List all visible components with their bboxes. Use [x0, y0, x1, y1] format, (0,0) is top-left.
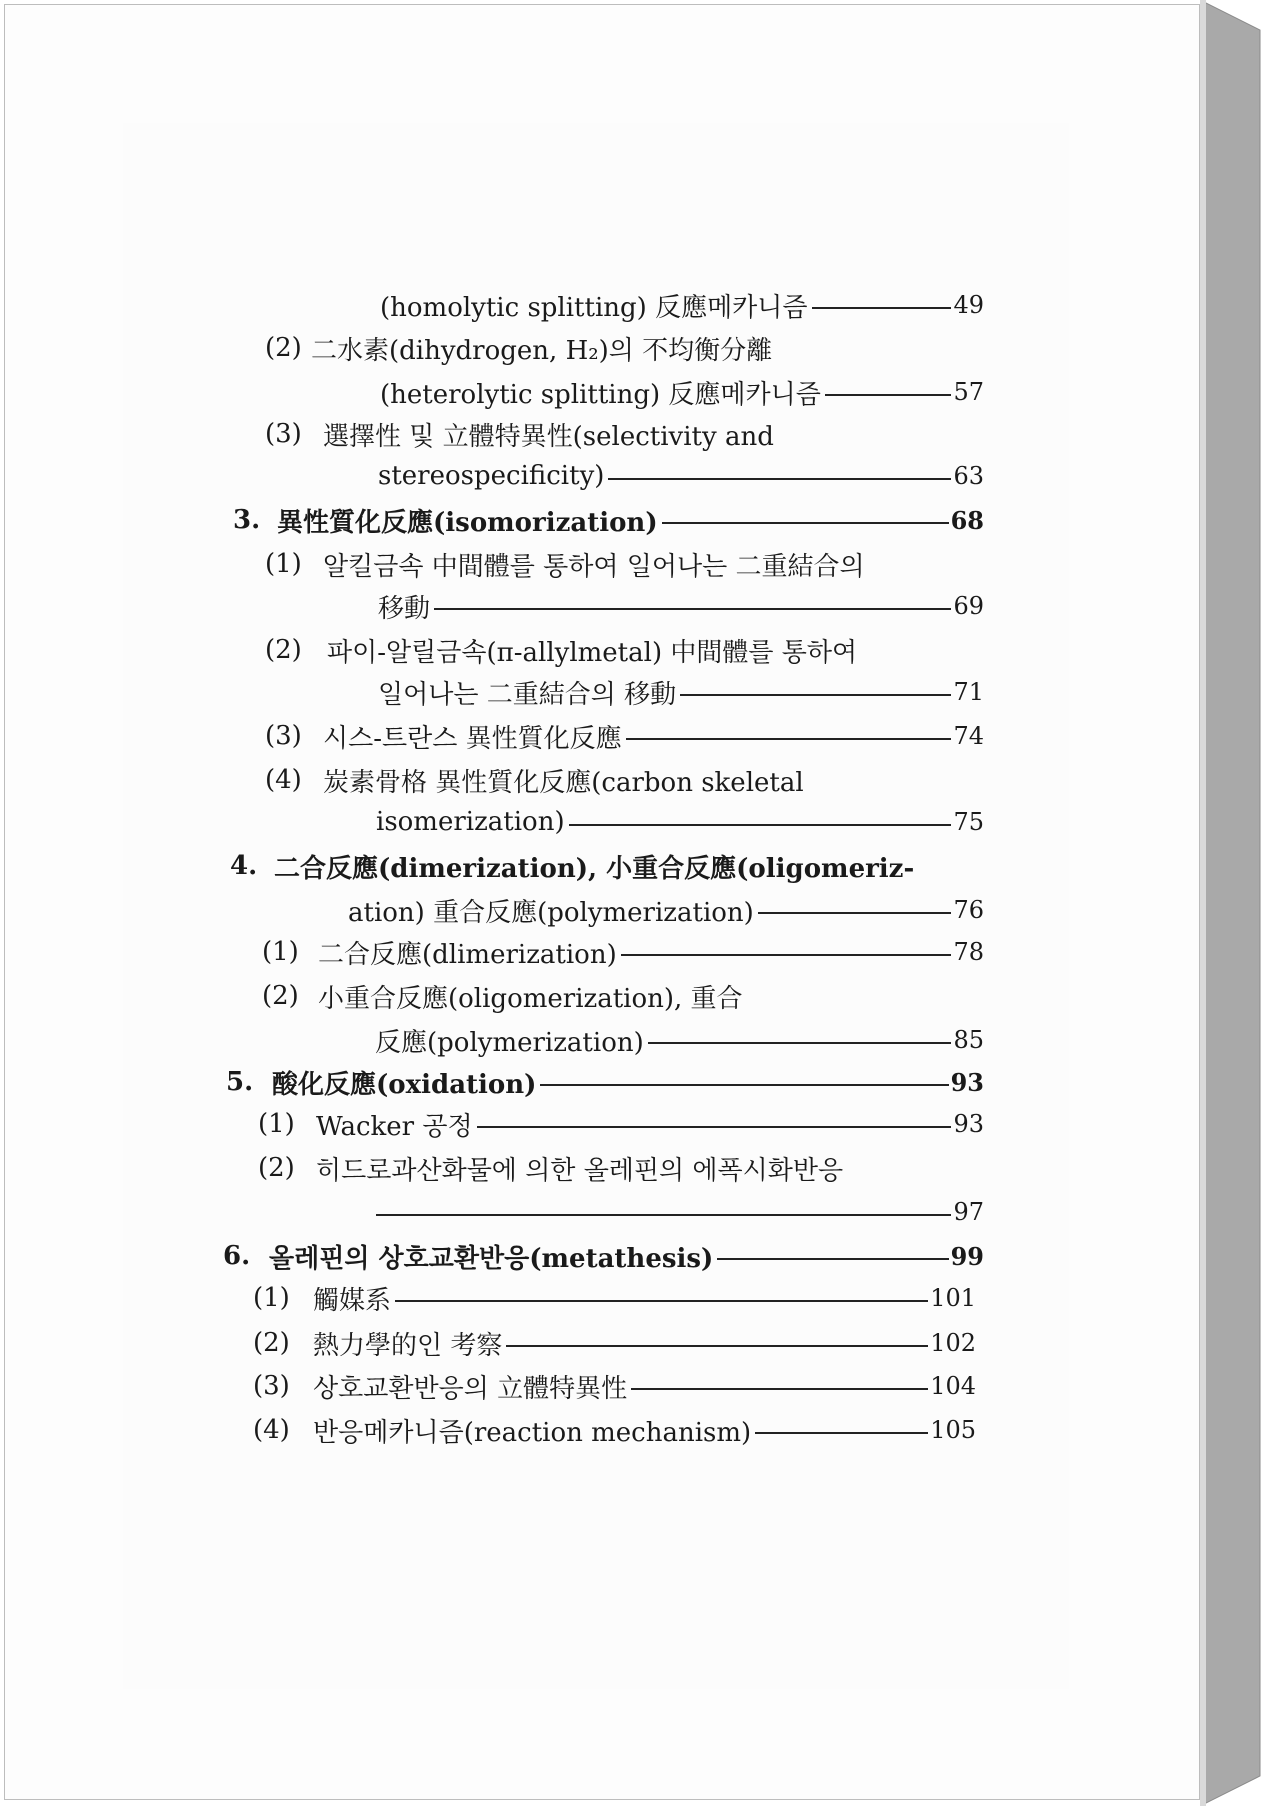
- toc-entry-number: (4): [253, 1415, 290, 1445]
- toc-entry: [378, 588, 984, 624]
- toc-entry-text: 小重合反應(oligomerization), 重合: [318, 983, 743, 1014]
- toc-section-entry: [230, 848, 914, 884]
- dot-leader: [680, 694, 951, 696]
- toc-entry: [258, 1150, 843, 1186]
- toc-entry: [378, 674, 984, 710]
- toc-entry-text: Wacker 공정: [316, 1111, 473, 1142]
- toc-entry: [378, 458, 984, 494]
- toc-section-title: 酸化反應(oxidation): [272, 1069, 537, 1100]
- dot-leader: [608, 478, 951, 480]
- toc-entry-page: 105: [930, 1416, 976, 1444]
- toc-entry-page: 101: [930, 1284, 976, 1312]
- toc-entry-page: 49: [953, 291, 984, 319]
- dot-leader: [434, 608, 951, 610]
- toc-entry-number: (1): [258, 1109, 295, 1139]
- toc-section-title: 二合反應(dimerization), 小重合反應(oligomeriz-: [274, 853, 915, 884]
- toc-section-title: 올레핀의 상호교환반응(metathesis): [269, 1243, 714, 1274]
- toc-entry-text: ation) 重合反應(polymerization): [348, 897, 754, 928]
- toc-entry-page: 78: [953, 938, 984, 966]
- toc-entry-page: 93: [950, 1067, 984, 1097]
- toc-entry-page: 76: [953, 896, 984, 924]
- toc-entry-page: 99: [950, 1241, 984, 1271]
- dot-leader: [717, 1258, 948, 1260]
- toc-section-entry: [223, 1238, 984, 1274]
- dot-leader: [825, 394, 952, 396]
- toc-entry-text: 시스-트란스 異性質化反應: [323, 723, 622, 754]
- toc-entry-page: 93: [953, 1110, 984, 1138]
- toc-section-number: 6.: [223, 1241, 251, 1271]
- toc-entry: [253, 1412, 976, 1448]
- toc-entry-text: 파이-알릴금속(π-allylmetal) 中間體를 통하여: [327, 637, 858, 668]
- dot-leader: [755, 1432, 928, 1434]
- toc-section-entry: [226, 1064, 984, 1100]
- toc-entry-number: (3): [253, 1371, 290, 1401]
- dot-leader: [621, 954, 952, 956]
- toc-entry: [375, 1022, 984, 1058]
- dot-leader: [812, 307, 952, 309]
- toc-section-entry: [233, 502, 984, 538]
- toc-entry-text: 熱力學的인 考察: [313, 1330, 503, 1361]
- toc-entry: [265, 632, 857, 668]
- toc-entry-text: 反應(polymerization): [375, 1027, 644, 1058]
- toc-entry-number: (3): [265, 419, 302, 449]
- toc-entry-page: 75: [953, 808, 984, 836]
- toc-entry: [265, 330, 772, 366]
- toc-section-title: 異性質化反應(isomorization): [277, 507, 658, 538]
- dot-leader: [395, 1300, 928, 1302]
- toc-entry: [348, 892, 984, 928]
- toc-entry: [376, 804, 984, 840]
- toc-entry-number: (4): [265, 765, 302, 795]
- dot-leader: [662, 522, 949, 524]
- toc-entry: [258, 1106, 984, 1142]
- toc-entry: [262, 934, 984, 970]
- toc-entry-page: 63: [953, 462, 984, 490]
- toc-entry-text: 알킬금속 中間體를 통하여 일어나는 二重結合의: [323, 551, 865, 582]
- toc-entry-number: (2): [265, 635, 302, 665]
- dot-leader: [477, 1126, 952, 1128]
- toc-entry-text: 移動: [378, 593, 431, 624]
- dot-leader: [376, 1214, 951, 1216]
- toc-entry-number: (2): [258, 1153, 295, 1183]
- toc-entry-text: (homolytic splitting) 反應메카니즘: [380, 292, 808, 323]
- toc-entry-text: 選擇性 및 立體特異性(selectivity and: [323, 421, 774, 452]
- toc-section-number: 4.: [230, 851, 258, 881]
- toc-entry-text: 炭素骨格 異性質化反應(carbon skeletal: [323, 767, 804, 798]
- toc-entry: [265, 416, 774, 452]
- toc-entry: [265, 546, 865, 582]
- toc-entry-page: 104: [930, 1372, 976, 1400]
- dot-leader: [648, 1042, 952, 1044]
- toc-entry-text: 二合反應(dlimerization): [318, 939, 617, 970]
- toc-entry-text: isomerization): [376, 807, 565, 837]
- dot-leader: [626, 738, 952, 740]
- toc-entry-page: 97: [953, 1198, 984, 1226]
- toc-entry-page: 68: [950, 505, 984, 535]
- toc-entry-text: 상호교환반응의 立體特異性: [313, 1373, 628, 1404]
- toc-entry-page: 102: [930, 1329, 976, 1357]
- toc-entry-page: 71: [953, 678, 984, 706]
- toc-entry-number: (1): [253, 1283, 290, 1313]
- toc-entry-page: 57: [953, 378, 984, 406]
- dot-leader: [569, 824, 952, 826]
- toc-section-number: 3.: [233, 505, 261, 535]
- toc-section-number: 5.: [226, 1067, 254, 1097]
- dot-leader: [758, 912, 952, 914]
- dot-leader: [506, 1345, 928, 1347]
- toc-entry-text: stereospecificity): [378, 461, 605, 491]
- toc-entry: [265, 762, 804, 798]
- toc-entry: [372, 1194, 984, 1230]
- toc-entry-number: (2): [265, 333, 302, 363]
- toc-entry-page: 74: [953, 722, 984, 750]
- toc-entry: [262, 978, 743, 1014]
- toc-entry-text: 반응메카니즘(reaction mechanism): [313, 1417, 752, 1448]
- toc-entry-number: (1): [265, 549, 302, 579]
- toc-entry-text: 觸媒系: [313, 1285, 392, 1316]
- toc-entry-number: (2): [262, 981, 299, 1011]
- toc-entry-text: 히드로과산화물에 의한 올레핀의 에폭시화반응: [316, 1155, 844, 1186]
- toc-entry-text: 二水素(dihydrogen, H₂)의 不均衡分離: [311, 335, 773, 366]
- toc-entry: [253, 1280, 976, 1316]
- toc-entry: [253, 1368, 976, 1404]
- toc-entry-page: 69: [953, 592, 984, 620]
- toc-entry: [380, 287, 984, 323]
- toc-entry: [253, 1325, 976, 1361]
- toc-entry: [380, 374, 984, 410]
- toc-entry-number: (1): [262, 937, 299, 967]
- toc-entry: [265, 718, 984, 754]
- dot-leader: [540, 1084, 948, 1086]
- toc-entry-page: 85: [953, 1026, 984, 1054]
- toc-entry-number: (3): [265, 721, 302, 751]
- toc-entry-text: (heterolytic splitting) 反應메카니즘: [380, 379, 821, 410]
- toc-entry-number: (2): [253, 1328, 290, 1358]
- dot-leader: [631, 1388, 928, 1390]
- toc-entry-text: 일어나는 二重結合의 移動: [378, 679, 677, 710]
